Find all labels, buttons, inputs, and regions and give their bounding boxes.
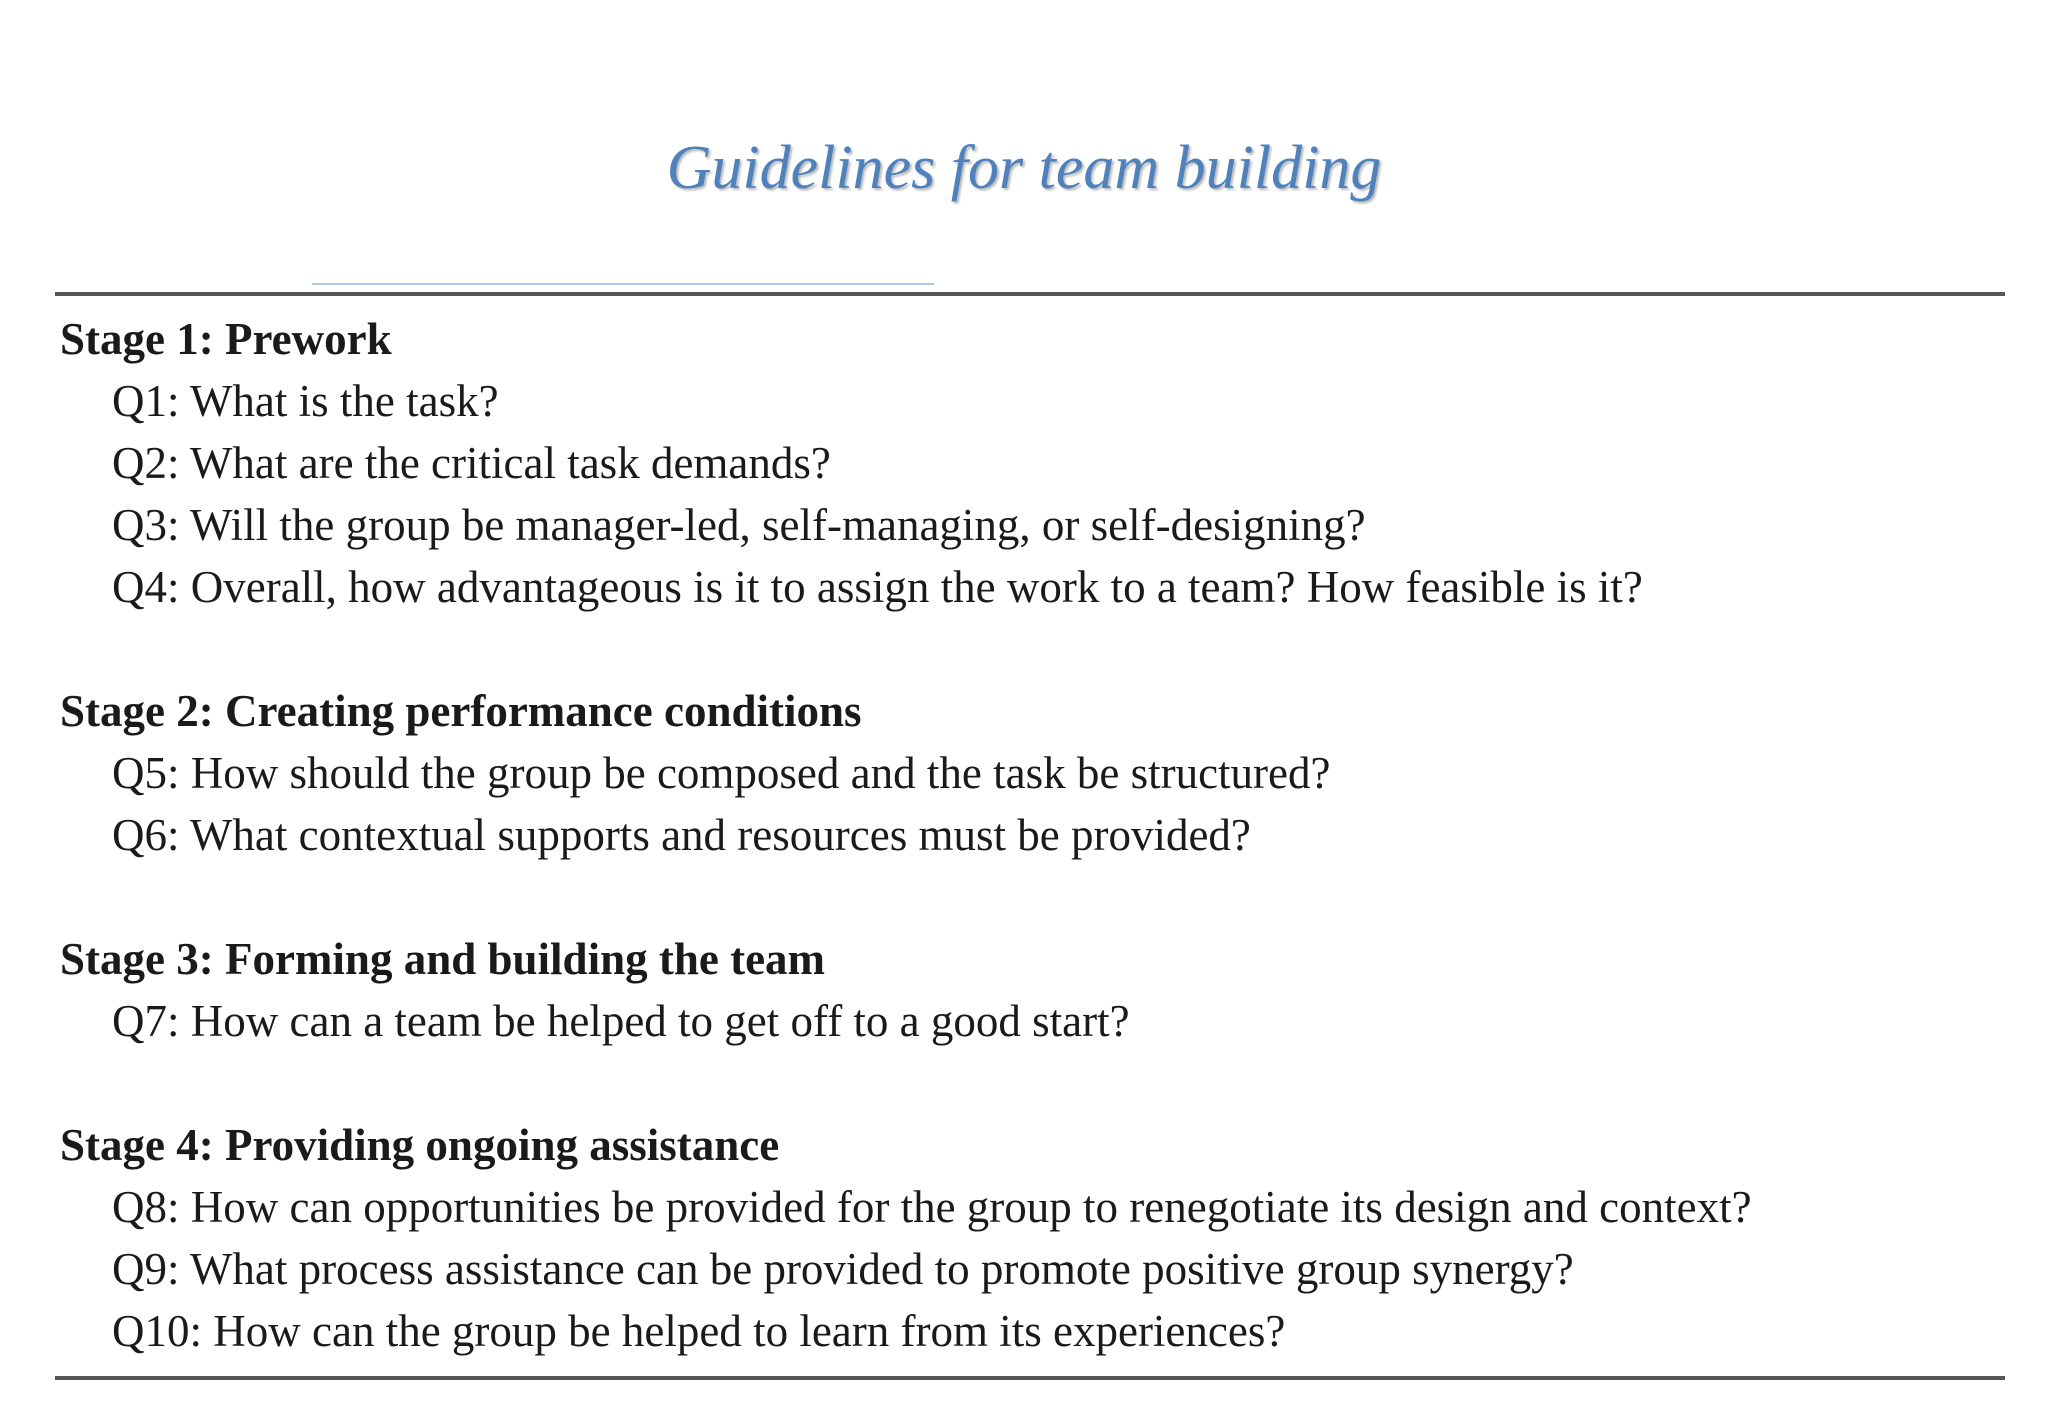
stage-4-title: Stage 4: Providing ongoing assistance — [60, 1120, 780, 1170]
question-q1: Q1: What is the task? — [112, 376, 499, 426]
stage-1 — [60, 308, 2005, 618]
slide-title: Guidelines for team building — [666, 134, 1382, 202]
stage-3-title: Stage 3: Forming and building the team — [60, 934, 826, 984]
table-top-rule — [55, 292, 2005, 296]
question-q9: Q9: What process assistance can be provided to promote positive group synergy? — [112, 1244, 1574, 1294]
question-q3: Q3: Will the group be manager-led, self-managing, or self-designing? — [112, 500, 1366, 550]
stage-4 — [60, 1114, 2005, 1362]
question-q4: Q4: Overall, how advantageous is it to assign the work to a team? How feasible is it? — [112, 562, 1643, 612]
question-q7: Q7: How can a team be helped to get off to a good start? — [112, 996, 1130, 1046]
table-bottom-rule — [55, 1376, 2005, 1380]
stage-2-title: Stage 2: Creating performance conditions — [60, 686, 862, 736]
question-q8: Q8: How can opportunities be provided for the group to renegotiate its design and context? — [112, 1182, 1752, 1232]
question-q6: Q6: What contextual supports and resources must be provided? — [112, 810, 1251, 860]
question-q2: Q2: What are the critical task demands? — [112, 438, 831, 488]
faint-divider — [312, 283, 934, 285]
question-q5: Q5: How should the group be composed and the task be structured? — [112, 748, 1331, 798]
stage-list — [60, 308, 2005, 1362]
question-q10: Q10: How can the group be helped to learn from its experiences? — [112, 1306, 1286, 1356]
stage-3 — [60, 928, 2005, 1052]
stage-2 — [60, 680, 2005, 866]
stage-1-title: Stage 1: Prework — [60, 314, 392, 364]
